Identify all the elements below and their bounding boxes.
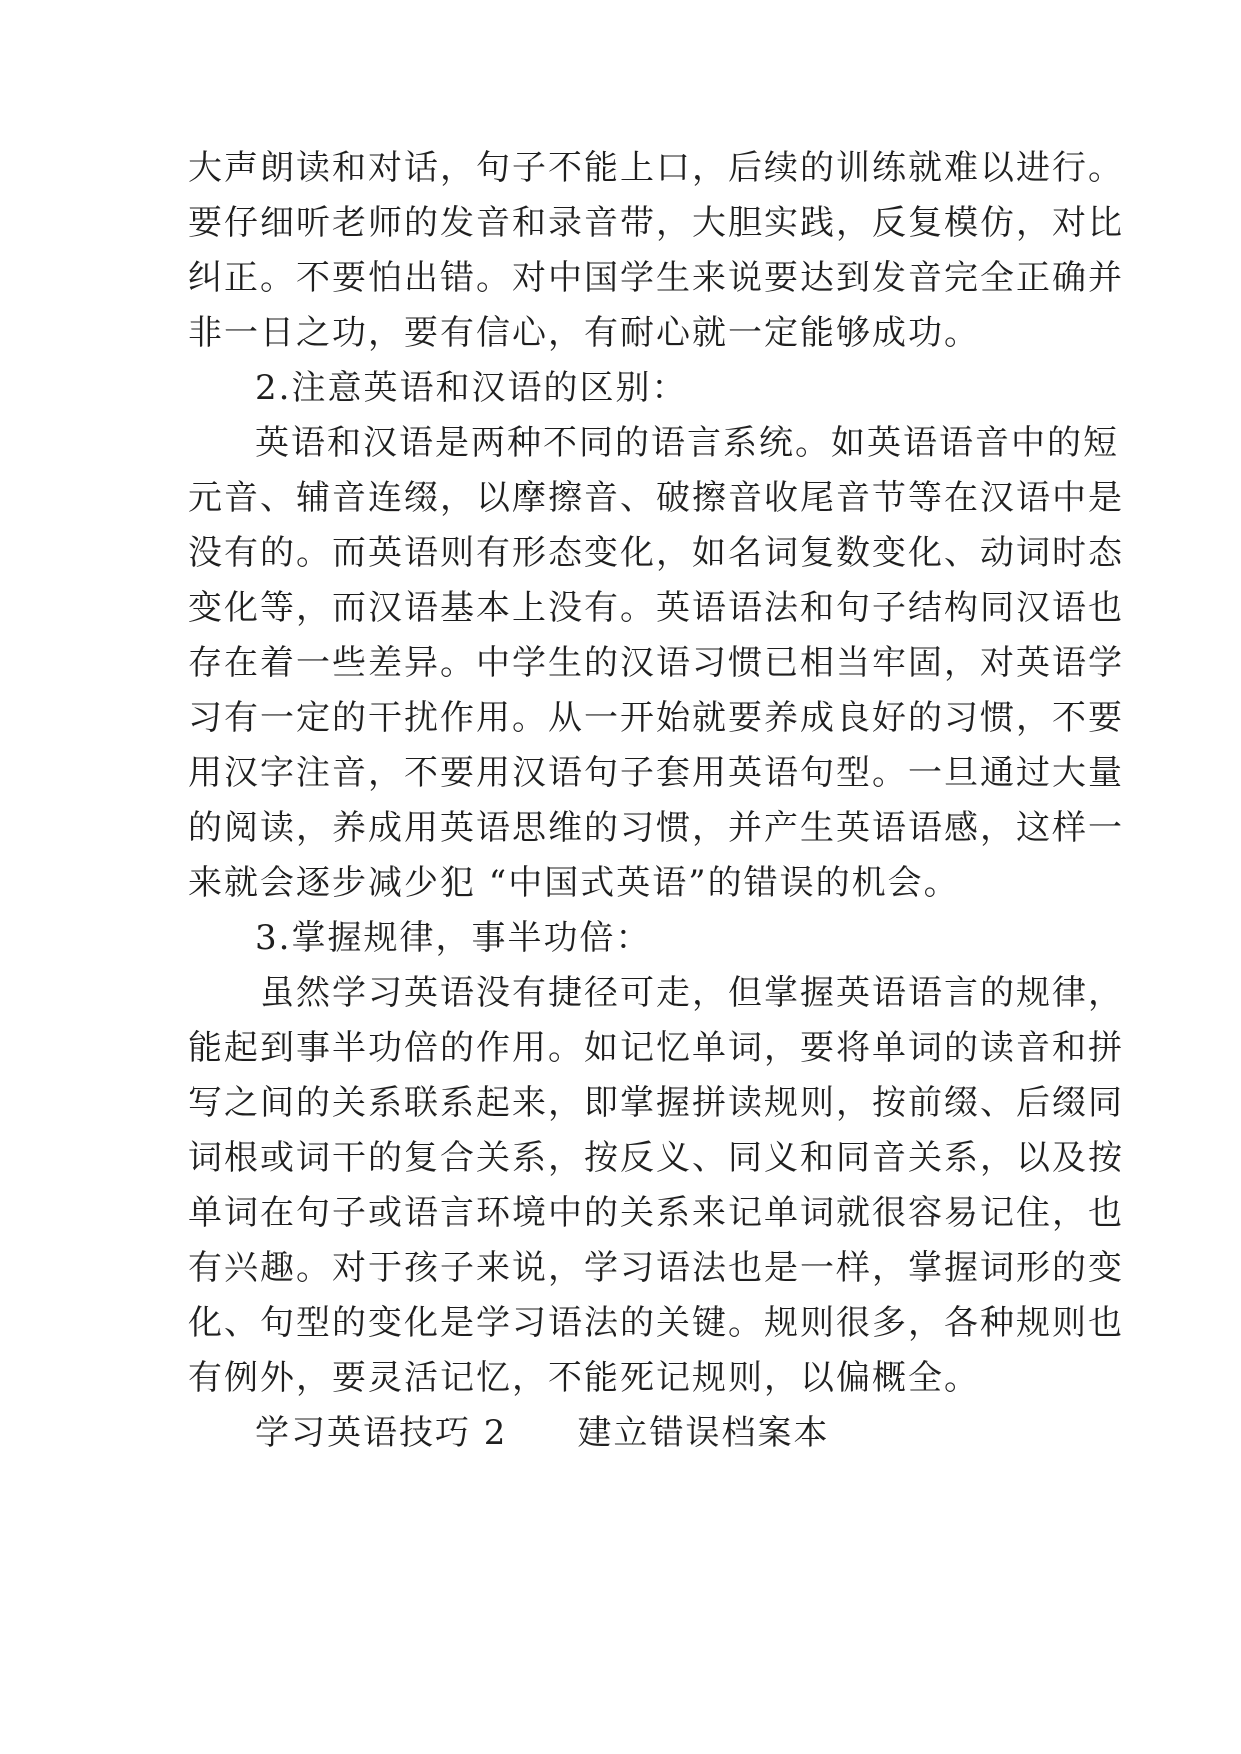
text-line: 大声朗读和对话，句子不能上口，后续的训练就难以进行。 [188, 148, 1124, 188]
text-line: 单词在句子或语言环境中的关系来记单词就很容易记住，也 [188, 1193, 1124, 1233]
text-line: 变化等，而汉语基本上没有。英语语法和句子结构同汉语也 [188, 588, 1124, 628]
text-line: 有兴趣。对于孩子来说，学习语法也是一样，掌握词形的变 [188, 1248, 1124, 1288]
text-line: 词根或词干的复合关系，按反义、同义和同音关系，以及按 [188, 1138, 1124, 1178]
paragraph-start: 英语和汉语是两种不同的语言系统。如英语语音中的短 [255, 423, 1119, 463]
text-line: 用汉字注音，不要用汉语句子套用英语句型。一旦通过大量 [188, 753, 1124, 793]
text-line: 纠正。不要怕出错。对中国学生来说要达到发音完全正确并 [188, 258, 1124, 298]
text-line: 来就会逐步减少犯 “中国式英语”的错误的机会。 [188, 863, 960, 903]
text-line: 有例外，要灵活记忆，不能死记规则，以偏概全。 [188, 1358, 980, 1398]
text-line: 化、句型的变化是学习语法的关键。规则很多，各种规则也 [188, 1303, 1124, 1343]
section-heading-2: 2.注意英语和汉语的区别： [255, 368, 688, 408]
text-line: 没有的。而英语则有形态变化，如名词复数变化、动词时态 [188, 533, 1124, 573]
section-heading-3: 3.掌握规律，事半功倍： [255, 918, 652, 958]
section-title: 学习英语技巧 2 [255, 1413, 508, 1453]
section-subtitle: 建立错误档案本 [577, 1413, 830, 1453]
text-line: 存在着一些差异。中学生的汉语习惯已相当牢固，对英语学 [188, 643, 1124, 683]
section-heading-tip-2 [255, 1413, 829, 1453]
text-line: 能起到事半功倍的作用。如记忆单词，要将单词的读音和拼 [188, 1028, 1124, 1068]
text-line: 元音、辅音连缀，以摩擦音、破擦音收尾音节等在汉语中是 [188, 478, 1124, 518]
text-line: 写之间的关系联系起来，即掌握拼读规则，按前缀、后缀同 [188, 1083, 1124, 1123]
text-line: 的阅读，养成用英语思维的习惯，并产生英语语感，这样一 [188, 808, 1124, 848]
text-line: 要仔细听老师的发音和录音带，大胆实践，反复模仿，对比 [188, 203, 1124, 243]
text-line: 习有一定的干扰作用。从一开始就要养成良好的习惯，不要 [188, 698, 1124, 738]
paragraph-start: 虽然学习英语没有捷径可走，但掌握英语语言的规律， [260, 973, 1124, 1013]
text-line: 非一日之功，要有信心，有耐心就一定能够成功。 [188, 313, 980, 353]
